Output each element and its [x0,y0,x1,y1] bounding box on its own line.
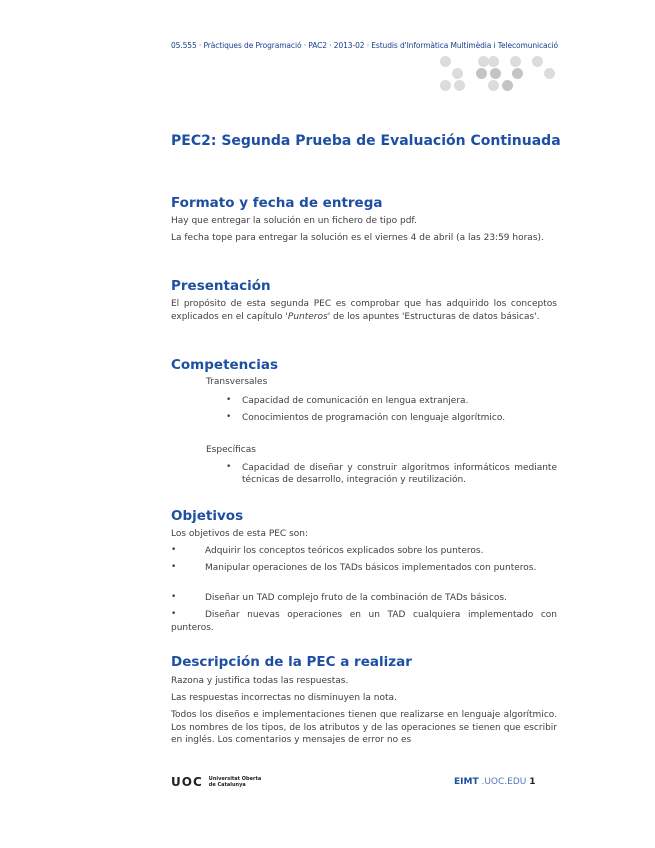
bullet: • [171,545,177,555]
objetivo-item-2: Manipular operaciones de los TADs básicos implementados con punteros. [205,563,537,573]
objetivo-item-4: Diseñar nuevas operaciones en un TAD cualquiera implementado con punteros. [171,610,557,633]
uoc-subtitle: Universitat Oberta de Catalunya [208,776,262,788]
uoc-wordmark: UOC [171,775,203,789]
document-title: PEC2: Segunda Prueba de Evaluación Continuada [171,133,561,149]
eimt-domain: .UOC.EDU [481,777,527,787]
descripcion-p3: Todos los diseños e implementaciones tienen que realizarse en lenguaje algorítmico. Los nombres de los tipos, de los atributos y de las operaciones se tienen que escribir en inglés. Los comentarios y mensajes de error no es [171,710,557,745]
decorative-dot [512,68,523,79]
presentacion-paragraph: El propósito de esta segunda PEC es comprobar que has adquirido los conceptos explicados en el capítulo 'Punteros' de los apuntes 'Estructuras de datos básicas'. [171,299,557,322]
objetivos-intro: Los objetivos de esta PEC son: [171,529,309,539]
page-number: 1 [529,777,536,787]
bullet: • [226,412,232,422]
decorative-dot [502,80,513,91]
transversales-label: Transversales [206,377,268,387]
bullet: • [171,592,177,602]
eimt-label: EIMT [454,777,479,787]
heading-objetivos: Objetivos [171,508,244,524]
decorative-dot [452,68,463,79]
descripcion-p2: Las respuestas incorrectas no disminuyen la nota. [171,693,397,703]
decorative-dot [544,68,555,79]
formato-p2: La fecha tope para entregar la solución es el viernes 4 de abril (a las 23:59 horas). [171,233,544,243]
heading-competencias: Competencias [171,357,279,373]
heading-presentacion: Presentación [171,278,271,294]
objetivo-item-3: Diseñar un TAD complejo fruto de la combinación de TADs básicos. [205,593,507,603]
formato-p1: Hay que entregar la solución en un fichero de tipo pdf. [171,216,417,226]
especifica-item-1: Capacidad de diseñar y construir algoritmos informáticos mediante técnicas de desarrollo, integración y reutilización. [242,463,557,485]
bullet: • [226,462,232,472]
descripcion-p1: Razona y justifica todas las respuestas. [171,676,349,686]
decorative-dot [440,80,451,91]
decorative-dot [510,56,521,67]
decorative-dot [488,80,499,91]
transversal-item-2: Conocimientos de programación con lenguaje algorítmico. [242,413,506,423]
heading-descripcion: Descripción de la PEC a realizar [171,654,412,670]
running-header: 05.555 · Pràctiques de Programació · PAC2 · 2013-02 · Estudis d'Informàtica Multimèdia i Telecomunicació [171,41,559,50]
eimt-footer [454,777,536,787]
especificas-label: Específicas [206,445,256,455]
decorative-dot [440,56,451,67]
decorative-dot [532,56,543,67]
uoc-logo [171,775,261,789]
transversal-item-1: Capacidad de comunicación en lengua extranjera. [242,396,469,406]
decorative-dot [488,56,499,67]
objetivo-item-1: Adquirir los conceptos teóricos explicados sobre los punteros. [205,546,484,556]
decorative-dot [490,68,501,79]
bullet: • [226,395,232,405]
header-dots-decoration [440,56,560,106]
decorative-dot [454,80,465,91]
heading-formato: Formato y fecha de entrega [171,195,383,211]
bullet: • [171,609,177,619]
decorative-dot [476,68,487,79]
bullet: • [171,562,177,572]
